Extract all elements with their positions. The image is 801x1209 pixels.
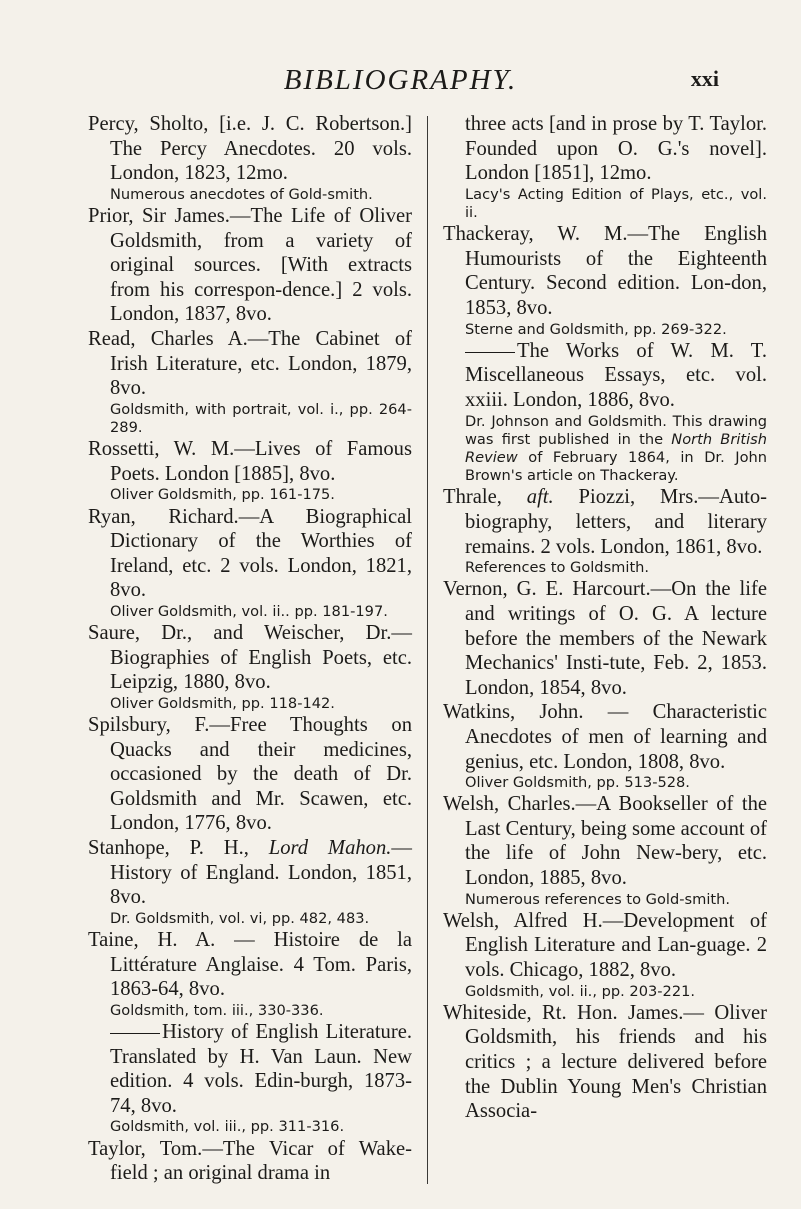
bib-note-percy: Numerous anecdotes of Gold-smith. (110, 185, 373, 203)
bib-entry-taylor-cont: three acts [and in prose by T. Taylor. Founded upon O. G.'s novel]. London [1851], 12mo. (465, 113, 767, 185)
bib-note-ryan: Oliver Goldsmith, vol. ii.. pp. 181-197. (110, 602, 388, 620)
page-number: xxi (690, 66, 719, 91)
bib-entry-taylor: Taylor, Tom.—The Vicar of Wake-field ; an original drama in (88, 1137, 412, 1185)
bib-note-watkins: Oliver Goldsmith, pp. 513-528. (465, 774, 690, 792)
bib-note-thrale: References to Goldsmith. (465, 559, 650, 577)
bib-note-saure: Oliver Goldsmith, pp. 118-142. (110, 694, 335, 712)
ditto-dash (465, 352, 515, 353)
bib-note-taylor: Lacy's Acting Edition of Plays, etc., vol. ii. (465, 185, 767, 221)
bib-entry-saure: Saure, Dr., and Weischer, Dr.— Biographies of English Poets, etc. Leipzig, 1880, 8vo. (88, 622, 412, 694)
page-header (0, 64, 801, 100)
bib-note-taine-translation: Goldsmith, vol. iii., pp. 311-316. (110, 1118, 345, 1136)
bib-entry-whiteside: Whiteside, Rt. Hon. James.— Oliver Goldsmith, his friends and his critics ; a lecture delivered before the Dublin Young Men's Christian Associa- (443, 1001, 767, 1123)
left-column (88, 112, 412, 1186)
bib-entry-percy: Percy, Sholto, [i.e. J. C. Robertson.] The Percy Anecdotes. 20 vols. London, 1823, 12mo. (88, 113, 412, 185)
bib-note-thackeray: Sterne and Goldsmith, pp. 269-322. (465, 320, 727, 338)
bib-entry-thrale: Thrale, aft. Piozzi, Mrs.—Auto-biography, letters, and literary remains. 2 vols. London, 1861, 8vo. (443, 486, 767, 558)
bib-entry-vernon: Vernon, G. E. Harcourt.—On the life and writings of O. G. A lecture before the members of the Newark Mechanics' Insti-tute, Feb. 2, 1853. London, 1854, 8vo. (443, 578, 767, 699)
bib-entry-rossetti: Rossetti, W. M.—Lives of Famous Poets. London [1885], 8vo. (88, 438, 412, 485)
bib-note-stanhope: Dr. Goldsmith, vol. vi, pp. 482, 483. (110, 909, 370, 927)
bib-note-read: Goldsmith, with portrait, vol. i., pp. 264-289. (110, 400, 412, 436)
bib-note-rossetti: Oliver Goldsmith, pp. 161-175. (110, 486, 335, 504)
ditto-dash (110, 1033, 160, 1034)
bib-entry-welsh-charles: Welsh, Charles.—A Bookseller of the Last Century, being some account of the life of John New-bery, etc. London, 1885, 8vo. (443, 793, 767, 890)
bib-entry-prior: Prior, Sir James.—The Life of Oliver Goldsmith, from a variety of original sources. [With extracts from his correspon-dence.] 2 vols. London, 1837, 8vo. (88, 204, 412, 326)
bib-entry-watkins: Watkins, John. — Characteristic Anecdotes of men of learning and genius, etc. London, 1808, 8vo. (443, 701, 767, 773)
bib-entry-thackeray: Thackeray, W. M.—The English Humourists of the Eighteenth Century. Second edition. Lon-don, 1853, 8vo. (443, 223, 767, 319)
bib-entry-taine: Taine, H. A. — Histoire de la Littérature Anglaise. 4 Tom. Paris, 1863-64, 8vo. (88, 929, 412, 1001)
right-column (443, 112, 767, 1124)
bib-entry-taine-translation: History of English Literature. Translated by H. Van Laun. New edition. 4 vols. Edin-burgh, 1873-74, 8vo. (110, 1021, 412, 1117)
running-title: BIBLIOGRAPHY. (283, 64, 518, 96)
bib-note-welsh-charles: Numerous references to Gold-smith. (465, 890, 730, 908)
bib-entry-ryan: Ryan, Richard.—A Biographical Dictionary of the Worthies of Ireland, etc. 2 vols. London, 1821, 8vo. (88, 505, 412, 602)
column-divider (427, 116, 428, 1184)
bib-entry-stanhope: Stanhope, P. H., Lord Mahon.— History of England. London, 1851, 8vo. (88, 837, 412, 909)
bib-note-welsh-alfred: Goldsmith, vol. ii., pp. 203-221. (465, 982, 696, 1000)
bib-entry-read: Read, Charles A.—The Cabinet of Irish Literature, etc. London, 1879, 8vo. (88, 327, 412, 400)
bib-note-taine: Goldsmith, tom. iii., 330-336. (110, 1001, 324, 1019)
bib-entry-thackeray-works: The Works of W. M. T. Miscellaneous Essays, etc. vol. xxiii. London, 1886, 8vo. (465, 339, 767, 411)
bib-entry-spilsbury: Spilsbury, F.—Free Thoughts on Quacks and their medicines, occasioned by the death of Dr. Goldsmith and Mr. Scawen, etc. London, 1776, 8vo. (88, 714, 412, 835)
bib-entry-welsh-alfred: Welsh, Alfred H.—Development of English Literature and Lan-guage. 2 vols. Chicago, 1882, 8vo. (443, 909, 767, 982)
bib-note-thackeray-works: Dr. Johnson and Goldsmith. This drawing was first published in the North British Review of February 1864, in Dr. John Brown's article on Thackeray. (465, 412, 768, 485)
